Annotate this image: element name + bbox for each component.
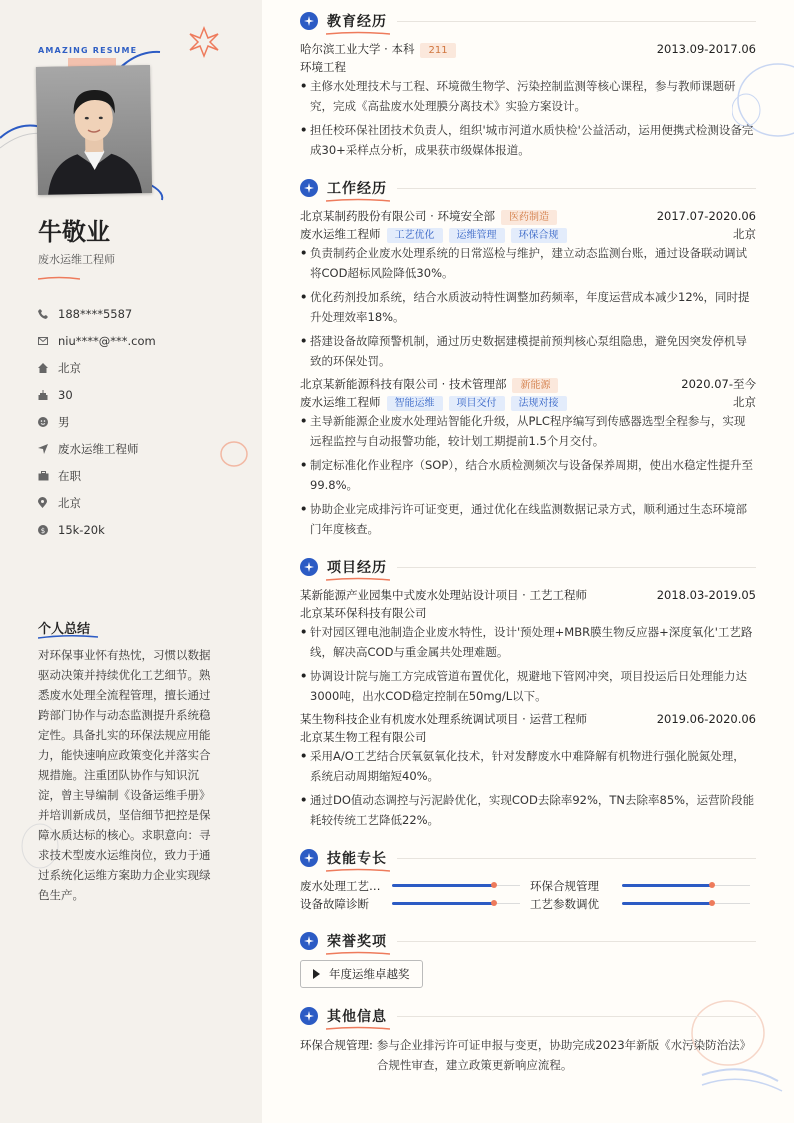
info-salary (38, 516, 238, 543)
briefcase-icon (38, 471, 58, 481)
gender-value: 男 (58, 414, 70, 429)
major-name: 环境工程 (300, 60, 346, 74)
project-bullet: • 协调设计院与施工方完成管道布置优化，规避地下管网冲突，项目投运后日处理能力达3000吨，出水COD稳定控制在50mg/L以下。 (300, 669, 747, 703)
section-rule (397, 1016, 756, 1017)
star-badge-icon (300, 179, 318, 197)
job-bullet: • 搭建设备故障预警机制，通过历史数据建模提前预判核心泵组隐患，避免因突发停机导致的环保处罚。 (300, 334, 747, 368)
job-dates: 2020.07-至今 (681, 377, 756, 391)
info-status (38, 462, 238, 489)
other-text: 参与企业排污许可证申报与变更，协助完成2023年新版《水污染防治法》合规性审查，建立政策更新响应流程。 (376, 1038, 752, 1072)
summary-underline (38, 634, 98, 640)
skill-bar-knob (709, 882, 715, 888)
job-bullet: • 负责制药企业废水处理系统的日常巡检与维护，建立动态监测台账，通过设备联动调试将COD超标风险降低30%。 (300, 246, 747, 280)
section-rule (397, 188, 756, 189)
location-value: 北京 (58, 495, 81, 510)
job-industry-tag: 新能源 (512, 378, 558, 393)
other-info (300, 1035, 756, 1075)
main-content (262, 0, 794, 1123)
star-badge-icon (300, 1007, 318, 1025)
job-skill-tag: 智能运维 (387, 396, 443, 411)
skill-bar-fill (622, 884, 712, 887)
projects-section-header (300, 556, 756, 578)
job-bullet: • 主导新能源企业废水处理站智能化升级，从PLC程序编写到传感器选型全程参与，实现远程监控与自动报警功能，较计划工期提前1.5个月交付。 (300, 414, 746, 448)
job-company: 北京某新能源科技有限公司 · 技术管理部 (300, 377, 507, 391)
projects-heading: 项目经历 (327, 560, 387, 576)
project-dates: 2018.03-2019.05 (656, 588, 756, 602)
candidate-title: 废水运维工程师 (38, 253, 115, 266)
other-underline (326, 1026, 390, 1031)
job-company-row (300, 207, 756, 225)
education-school-row (300, 40, 756, 58)
mail-icon (38, 337, 58, 345)
skills-heading: 技能专长 (327, 851, 387, 867)
play-triangle-icon (313, 969, 320, 979)
section-rule (397, 941, 756, 942)
section-rule (397, 567, 756, 568)
job-bullet: • 制定标准化作业程序（SOP），结合水质检测频次与设备保养周期，使出水稳定性提升至99.8%。 (300, 458, 754, 492)
info-gender (38, 408, 238, 435)
education-dates: 2013.09-2017.06 (656, 42, 756, 56)
job-city: 北京 (733, 395, 756, 409)
work-section-header (300, 177, 756, 199)
cake-icon (38, 390, 58, 400)
other-label: 环保合规管理: (300, 1038, 373, 1052)
project-org: 北京某环保科技有限公司 (300, 606, 427, 620)
svg-text:$: $ (40, 526, 46, 535)
job-skill-tag: 运维管理 (449, 228, 505, 243)
summary-text: 对环保事业怀有热忱，习惯以数据驱动决策并持续优化工艺细节。熟悉废水处理全流程管理，擅长通过跨部门协作与动态监测提升系统稳定性。具备扎实的环保法规应用能力，能快速响应政策变化并落实合规措施。注重团队协作与知识沉淀，曾主导编制《设备运维手册》并培训新成员，坚信细节把控是保障水质达标的核心。求职意向：寻求技术型废水运维岗位，致力于通过系统化运维方案助力企业实现绿色生产。 (38, 648, 211, 902)
project-bullet: • 通过DO值动态调控与污泥龄优化，实现COD去除率92%，TN去除率85%，运营阶段能耗较传统工艺降低22%。 (300, 793, 755, 827)
home-city: 北京 (58, 360, 81, 375)
skill-item (530, 895, 750, 913)
job-city: 北京 (733, 227, 756, 241)
projects-underline (326, 577, 390, 582)
awards-section-header (300, 930, 756, 952)
education-heading: 教育经历 (327, 14, 387, 30)
project-name: 某生物科技企业有机废水处理系统调试项目 · 运营工程师 (300, 712, 587, 726)
skill-bar (622, 903, 750, 904)
job-role: 废水运维工程师 (300, 227, 381, 241)
job-company: 北京某制药股份有限公司 · 环境安全部 (300, 209, 495, 223)
project-org: 北京某生物工程有限公司 (300, 730, 427, 744)
title-underline (38, 276, 80, 281)
phone-icon (38, 309, 58, 319)
education-bullet: • 担任校环保社团技术负责人，组织'城市河道水质快检'公益活动，运用便携式检测设备完成30+采样点分析，成果获市级媒体报道。 (300, 123, 754, 157)
skill-bar-knob (491, 882, 497, 888)
project-dates: 2019.06-2020.06 (656, 712, 756, 726)
project-org-row (300, 604, 756, 622)
salary-value: 15k-20k (58, 522, 105, 537)
contact-info (38, 300, 238, 543)
skill-bar-fill (622, 902, 712, 905)
job-company-row (300, 375, 756, 393)
salary-icon (38, 525, 58, 535)
awards-underline (326, 951, 390, 956)
info-phone (38, 300, 238, 327)
other-heading: 其他信息 (327, 1009, 387, 1025)
education-underline (326, 31, 390, 36)
info-age (38, 381, 238, 408)
project-name: 某新能源产业园集中式废水处理站设计项目 · 工艺工程师 (300, 588, 587, 602)
summary-heading: 个人总结 (38, 622, 91, 637)
project-org-row (300, 728, 756, 746)
job-bullet: • 协助企业完成排污许可证变更，通过优化在线监测数据记录方式，顺利通过生态环境部门年度核查。 (300, 502, 747, 536)
phone-number: 188****5587 (58, 306, 133, 321)
skill-bar (392, 885, 520, 886)
skill-label: 设备故障诊断 (300, 897, 369, 911)
skill-bar-knob (709, 900, 715, 906)
info-location (38, 489, 238, 516)
sidebar (0, 0, 262, 1123)
job-role-row (300, 225, 756, 243)
awards-heading: 荣誉奖项 (327, 934, 387, 950)
education-major-row (300, 58, 756, 76)
other-section-header (300, 1005, 756, 1027)
project-name-row (300, 586, 756, 604)
skill-item (300, 895, 520, 913)
star-badge-icon (300, 849, 318, 867)
school-name: 哈尔滨工业大学 · 本科 (300, 42, 415, 56)
skill-bar-fill (392, 884, 494, 887)
job-skill-tag: 项目交付 (449, 396, 505, 411)
job-industry-tag: 医药制造 (501, 210, 557, 225)
skills-underline (326, 868, 390, 873)
star-badge-icon (300, 12, 318, 30)
skill-bar-fill (392, 902, 494, 905)
info-target-role (38, 435, 238, 462)
skill-label: 工艺参数调优 (530, 897, 599, 911)
candidate-name: 牛敬业 (38, 217, 110, 246)
award-label: 年度运维卓越奖 (329, 967, 410, 981)
project-bullet: • 采用A/O工艺结合厌氧氨氧化技术，针对发酵废水中难降解有机物进行强化脱氮处理，系统启动周期缩短40%。 (300, 749, 745, 783)
education-bullet: • 主修水处理技术与工程、环境微生物学、污染控制监测等核心课程，参与教师课题研究，完成《高盐废水处理膜分离技术》实验方案设计。 (300, 79, 736, 113)
age-value: 30 (58, 387, 73, 402)
education-section-header (300, 10, 756, 32)
job-dates: 2017.07-2020.06 (656, 209, 756, 223)
job-skill-tag: 环保合规 (511, 228, 567, 243)
job-skill-tag: 法规对接 (511, 396, 567, 411)
job-bullet: • 优化药剂投加系统，结合水质波动特性调整加药频率，年度运营成本减少12%，同时提升处理效率18%。 (300, 290, 750, 324)
job-role: 废水运维工程师 (300, 395, 381, 409)
work-heading: 工作经历 (327, 181, 387, 197)
info-email (38, 327, 238, 354)
star-badge-icon (300, 932, 318, 950)
skill-bar (622, 885, 750, 886)
skill-label: 废水处理工艺… (300, 879, 381, 893)
skill-item (530, 877, 750, 895)
target-role-value: 废水运维工程师 (58, 441, 139, 456)
home-icon (38, 363, 58, 373)
email-address: niu****@***.com (58, 333, 156, 348)
star-badge-icon (300, 558, 318, 576)
profile-photo (36, 65, 152, 195)
location-icon (38, 497, 58, 508)
project-bullet: • 针对园区锂电池制造企业废水特性，设计'预处理+MBR膜生物反应器+深度氧化'工艺路线，解决高COD与重金属共处理难题。 (300, 625, 753, 659)
award-item (300, 960, 423, 988)
project-name-row (300, 710, 756, 728)
section-rule (397, 21, 756, 22)
status-value: 在职 (58, 468, 81, 483)
gender-icon (38, 417, 58, 427)
skill-bar-knob (491, 900, 497, 906)
skill-label: 环保合规管理 (530, 879, 599, 893)
job-role-row (300, 393, 756, 411)
skill-item (300, 877, 520, 895)
skills-section-header (300, 847, 756, 869)
resume-tagline: AMAZING RESUME (38, 46, 138, 55)
send-icon (38, 444, 58, 454)
school-tag: 211 (420, 43, 455, 58)
skill-bar (392, 903, 520, 904)
work-underline (326, 198, 390, 203)
info-home (38, 354, 238, 381)
section-rule (397, 858, 756, 859)
job-skill-tag: 工艺优化 (387, 228, 443, 243)
